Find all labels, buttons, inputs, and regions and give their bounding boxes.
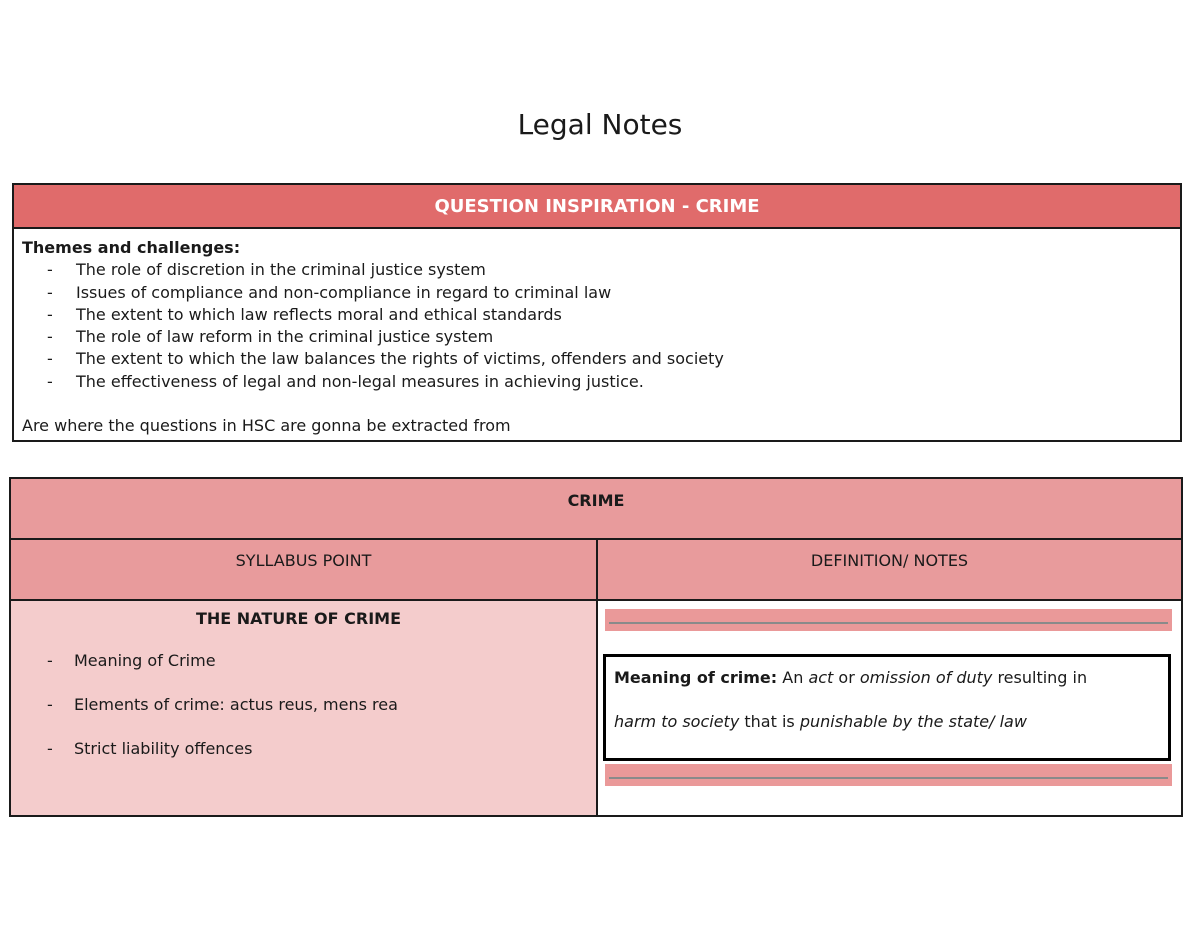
- definition-text: that is: [739, 712, 800, 731]
- dash-bullet: -: [47, 282, 53, 302]
- definition-term: Meaning of crime:: [614, 668, 778, 687]
- list-item-text: Strict liability offences: [74, 739, 253, 758]
- definition-box: [603, 654, 1171, 761]
- question-inspiration-box: [12, 183, 1182, 442]
- list-item-text: Meaning of Crime: [74, 651, 216, 670]
- definition-text: resulting in: [992, 668, 1088, 687]
- definition-emphasis: omission of duty: [859, 668, 993, 687]
- list-item-text: The extent to which law reflects moral and ethical standards: [76, 304, 562, 324]
- definition-notes-header: DEFINITION/ NOTES: [810, 551, 969, 570]
- definition-cell: [598, 601, 1181, 815]
- definition-text: or: [833, 668, 860, 687]
- definition-line: [614, 667, 1160, 689]
- themes-list: [22, 259, 1172, 393]
- dash-bullet: -: [47, 695, 53, 714]
- list-item: [11, 694, 596, 716]
- dash-bullet: -: [47, 651, 53, 670]
- question-inspiration-footer: Are where the questions in HSC are gonna be extracted from: [22, 416, 511, 436]
- syllabus-cell: [11, 601, 598, 815]
- list-item: [22, 304, 1172, 326]
- crime-table-title: CRIME: [11, 479, 1181, 540]
- list-item: [22, 348, 1172, 370]
- question-inspiration-header: QUESTION INSPIRATION - CRIME: [14, 185, 1180, 229]
- page-title: Legal Notes: [517, 108, 683, 141]
- list-item: [22, 259, 1172, 281]
- dash-bullet: -: [47, 327, 53, 347]
- highlight-bar: [605, 609, 1172, 631]
- list-item: [11, 738, 596, 760]
- themes-heading: Themes and challenges:: [22, 238, 241, 257]
- dash-bullet: -: [47, 349, 53, 369]
- list-item: [22, 282, 1172, 304]
- list-item-text: The effectiveness of legal and non-legal measures in achieving justice.: [76, 371, 644, 391]
- definition-text: An: [777, 668, 809, 687]
- list-item-text: Issues of compliance and non-compliance in regard to criminal law: [76, 282, 612, 302]
- list-item-text: The role of law reform in the criminal justice system: [76, 327, 494, 347]
- list-item: [22, 371, 1172, 393]
- crime-table: [9, 477, 1183, 817]
- crime-table-body-row: [11, 601, 1181, 815]
- dash-bullet: -: [47, 371, 53, 391]
- dash-bullet: -: [47, 304, 53, 324]
- question-inspiration-body: [14, 229, 1180, 437]
- definition-emphasis: harm to society: [614, 712, 740, 731]
- crime-table-header-row: [11, 540, 1181, 601]
- list-item-text: The role of discretion in the criminal justice system: [76, 260, 486, 280]
- dash-bullet: -: [47, 739, 53, 758]
- list-item: [22, 326, 1172, 348]
- definition-emphasis: punishable by the state/ law: [799, 712, 1027, 731]
- definition-emphasis: act: [808, 668, 834, 687]
- list-item-text: The extent to which the law balances the rights of victims, offenders and society: [76, 349, 724, 369]
- definition-line: [614, 711, 1160, 733]
- dash-bullet: -: [47, 260, 53, 280]
- syllabus-list: [11, 650, 596, 760]
- list-item: [11, 650, 596, 672]
- highlight-bar: [605, 764, 1172, 786]
- section-title: THE NATURE OF CRIME: [195, 609, 402, 628]
- syllabus-point-header: SYLLABUS POINT: [11, 540, 598, 599]
- list-item-text: Elements of crime: actus reus, mens rea: [74, 695, 398, 714]
